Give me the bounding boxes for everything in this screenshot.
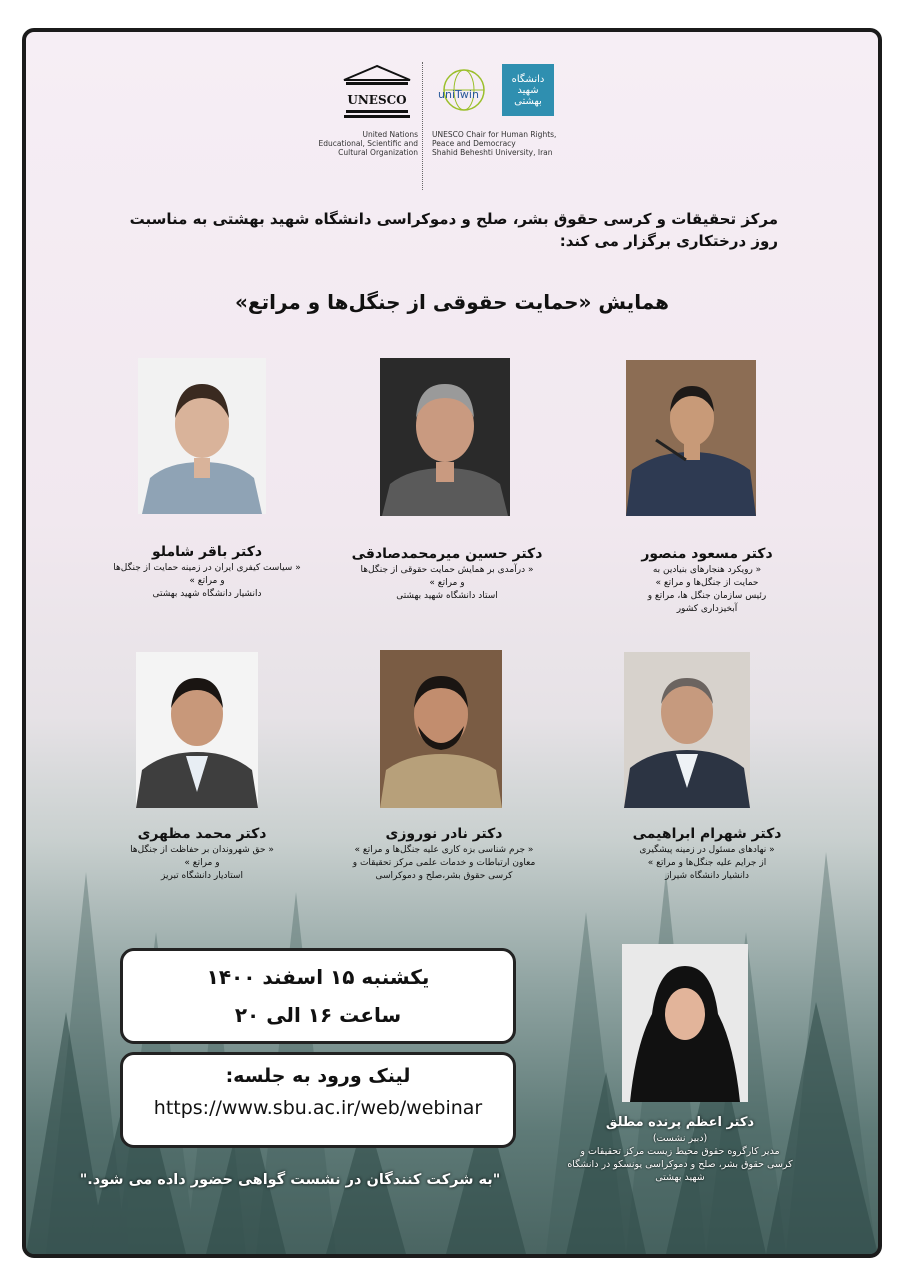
speaker-name: دکتر محمد مظهری: [137, 826, 267, 842]
speaker-photo-mirmohammadsadeghi: [380, 358, 510, 516]
unitwin-wordmark: uniTwin: [438, 88, 479, 101]
unesco-logo: [342, 64, 412, 120]
speaker-name: دکتر نادر نوروزی: [385, 826, 503, 842]
speaker-name: دکتر شهرام ابراهیمی: [632, 826, 782, 842]
speaker-photo-mansour: [626, 360, 756, 516]
speaker-card-shamloo: [92, 542, 322, 601]
speaker-card-norouzi: [324, 824, 564, 883]
speaker-card-mirmohammadsadeghi: [322, 544, 572, 603]
join-link-box: [120, 1052, 516, 1148]
speaker-topic: « درآمدی بر همایش حمایت حقوقی از جنگل‌ها و مراتع »: [360, 565, 534, 588]
speaker-name: دکتر حسین میرمحمدصادقی: [351, 546, 543, 562]
intro-text: [116, 208, 778, 252]
speaker-card-mazhari: [92, 824, 312, 883]
portrait-icon: [380, 358, 510, 516]
chair-role: (دبیر نشست): [652, 1133, 708, 1144]
speaker-card-ebrahimi: [592, 824, 822, 883]
speaker-topic: « نهادهای مسئول در زمینه پیشگیری از جرایم علیه جنگل‌ها و مراتع »: [639, 845, 775, 868]
event-time: ساعت ۱۶ الی ۲۰: [234, 1003, 402, 1027]
chair-photo: [622, 944, 748, 1102]
intro-line-2: روز درختکاری برگزار می کند:: [559, 232, 778, 250]
conference-title: همایش «حمایت حقوقی از جنگل‌ها و مراتع»: [235, 290, 669, 314]
speaker-photo-norouzi: [380, 650, 502, 808]
speaker-affiliation: دانشیار دانشگاه شیراز: [664, 871, 750, 881]
portrait-icon: [136, 652, 258, 808]
chair-description: مدیر کارگروه حقوق محیط زیست مرکز تحقیقات و کرسی حقوق بشر، صلح و دموکراسی یونسکو در دانشگاه شهید بهشتی: [567, 1146, 793, 1183]
chair-name: دکتر اعظم پرنده مطلق: [605, 1115, 755, 1130]
speaker-affiliation: استاد دانشگاه شهید بهشتی: [396, 591, 498, 601]
join-link-url[interactable]: https://www.sbu.ac.ir/web/webinar: [153, 1097, 483, 1119]
portrait-icon: [138, 358, 266, 514]
speaker-affiliation: معاون ارتباطات و خدمات علمی مرکز تحقیقات و کرسی حقوق بشر،صلح و دموکراسی: [352, 858, 536, 881]
speaker-card-mansour: [592, 544, 822, 616]
speaker-topic: « رویکرد هنجارهای بنیادین به حمایت از جنگل‌ها و مراتع »: [652, 565, 762, 588]
event-date: یکشنبه ۱۵ اسفند ۱۴۰۰: [206, 965, 430, 989]
unesco-wordmark: UNESCO: [347, 93, 407, 107]
speaker-photo-ebrahimi: [624, 652, 750, 808]
chair-card: [530, 1114, 830, 1184]
speaker-affiliation: استادیار دانشگاه تبریز: [161, 871, 243, 881]
speaker-photo-shamloo: [138, 358, 266, 514]
speaker-name: دکتر مسعود منصور: [641, 546, 773, 562]
sbu-logo: دانشگاه شهید بهشتی: [502, 64, 554, 116]
portrait-icon: [380, 650, 502, 808]
speaker-photo-mazhari: [136, 652, 258, 808]
portrait-icon: [626, 360, 756, 516]
poster-frame: [22, 28, 882, 1258]
unesco-caption: United Nations Educational, Scientific and Cultural Organization: [318, 130, 418, 157]
chair-caption: UNESCO Chair for Human Rights, Peace and Democracy Shahid Beheshti University, Iran: [432, 130, 557, 157]
speaker-topic: « حق شهروندان بر حفاظت از جنگل‌ها و مراتع »: [130, 845, 274, 868]
speaker-affiliation: دانشیار دانشگاه شهید بهشتی: [152, 589, 262, 599]
portrait-icon: [624, 652, 750, 808]
speaker-topic: « جرم شناسی بزه کاری علیه جنگل‌ها و مراتع »: [354, 845, 534, 855]
portrait-icon: [622, 944, 748, 1102]
speaker-topic: « سیاست کیفری ایران در زمینه حمایت از جنگل‌ها و مراتع »: [113, 563, 301, 586]
certificate-note: "به شرکت کنندگان در نشست گواهی حضور داده می شود.": [79, 1172, 501, 1188]
speaker-name: دکتر باقر شاملو: [151, 544, 263, 560]
schedule-box: [120, 948, 516, 1044]
intro-line-1: مرکز تحقیقات و کرسی حقوق بشر، صلح و دموکراسی دانشگاه شهید بهشتی به مناسبت: [129, 210, 778, 228]
logo-divider: [422, 62, 423, 190]
join-link-label: لینک ورود به جلسه:: [225, 1065, 411, 1087]
speaker-affiliation: رئیس سازمان جنگل ها، مراتع و آبخیزداری کشور: [647, 591, 767, 614]
